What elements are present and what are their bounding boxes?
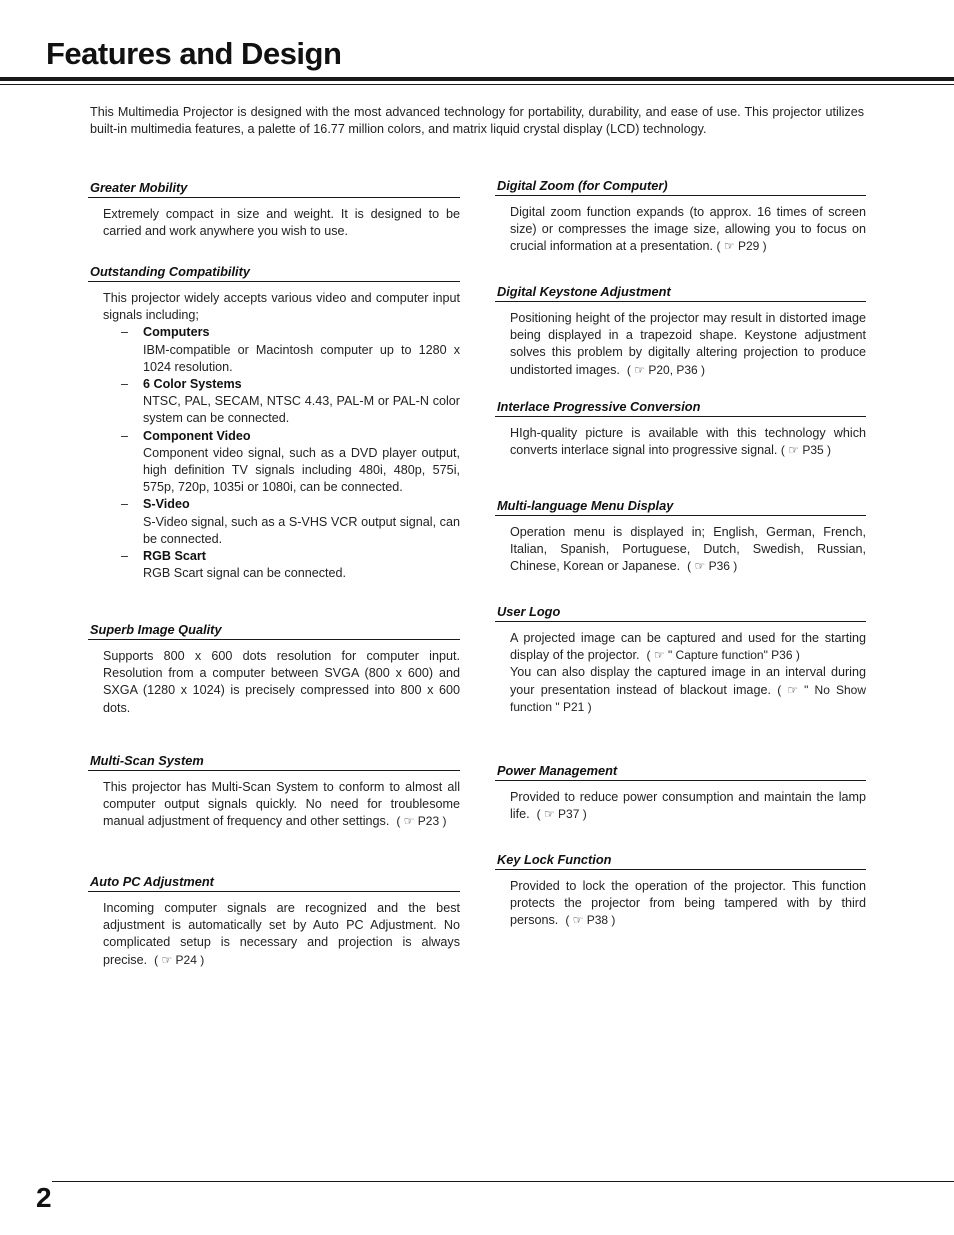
list-item (103, 376, 460, 428)
list-item-text: S-Video signal, such as a S-VHS VCR output signal, can be connected. (143, 514, 460, 546)
section-body (103, 900, 460, 969)
section-heading: Interlace Progressive Conversion (495, 399, 866, 417)
section-user-logo (495, 604, 866, 716)
list-item-text: Component video signal, such as a DVD player output, high definition TV signals including 480i, 480p, 575i, 575p, 720p, 1035i or 1080i, can be connected. (143, 445, 460, 495)
footer-rule (52, 1181, 954, 1182)
dash-bullet: – (121, 377, 129, 392)
page-reference: ( ☞ P23 ) (396, 814, 447, 829)
list-item-title: Component Video (143, 428, 251, 443)
section-heading: Multi-language Menu Display (495, 498, 866, 516)
list-item-title: Computers (143, 325, 210, 340)
section-text: Supports 800 x 600 dots resolution for computer input. Resolution from a computer between SVGA (800 x 600) and SXGA (1280 x 1024) is precisely compressed into 800 x 600 dots. (103, 649, 460, 715)
section-heading: Greater Mobility (88, 180, 460, 198)
section-multi-language-menu-display (495, 498, 866, 576)
title-rule-thin (0, 84, 954, 85)
page-reference: ( ☞ P37 ) (536, 807, 587, 822)
section-text (103, 900, 460, 969)
list-item-title: RGB Scart (143, 549, 206, 564)
section-text-main: HIgh-quality picture is available with this technology which converts interlace signal into progressive signal. (510, 426, 866, 458)
section-heading: Digital Keystone Adjustment (495, 284, 866, 302)
section-outstanding-compatibility (88, 264, 460, 582)
page-reference: ( ☞ P36 ) (687, 559, 738, 574)
dash-bullet: – (121, 325, 129, 340)
section-digital-zoom (495, 178, 866, 256)
list-item (103, 496, 460, 548)
section-text (510, 524, 866, 576)
page-reference: ( ☞ P20, P36 ) (626, 362, 706, 377)
section-heading: User Logo (495, 604, 866, 622)
dash-bullet: – (121, 549, 129, 564)
section-text (510, 878, 866, 930)
page-reference: ( ☞ " Capture function" P36 ) (646, 648, 800, 663)
input-signal-list (103, 324, 460, 582)
section-heading: Auto PC Adjustment (88, 874, 460, 892)
section-superb-image-quality (88, 622, 460, 717)
section-text-main: Operation menu is displayed in; English, German, French, Italian, Spanish, Portuguese, Dutch, Swedish, Russian, Chinese, Korean or Japanese. (510, 525, 866, 574)
section-text (510, 204, 866, 256)
list-item-text: RGB Scart signal can be connected. (143, 566, 347, 581)
page-reference: ( ☞ P38 ) (565, 913, 616, 928)
section-greater-mobility (88, 180, 460, 240)
list-item-text: NTSC, PAL, SECAM, NTSC 4.43, PAL-M or PAL-N color system can be connected. (143, 394, 460, 426)
intro-paragraph: This Multimedia Projector is designed with the most advanced technology for portability, durability, and ease of use. This projector utilizes built-in multimedia features, a palette of 16.77 million colors, and matrix liquid crystal display (LCD) technology. (90, 105, 864, 136)
section-power-management (495, 763, 866, 823)
section-text-main: Positioning height of the projector may result in distorted image being displayed in a trapezoid shape. Keystone adjustment solves this problem by digitally altering projection to produce undistorted images. (510, 311, 866, 377)
section-text-main: A projected image can be captured and used for the starting display of the projector. (510, 631, 866, 663)
section-body (510, 878, 866, 930)
list-item (103, 324, 460, 376)
section-auto-pc-adjustment (88, 874, 460, 969)
section-body (103, 290, 460, 582)
section-body (510, 789, 866, 823)
page-title: Features and Design (46, 36, 342, 71)
section-body (510, 310, 866, 379)
list-item-title: S-Video (143, 497, 190, 512)
list-item (103, 428, 460, 497)
section-heading: Digital Zoom (for Computer) (495, 178, 866, 196)
section-multi-scan-system (88, 753, 460, 831)
section-text-main: Provided to lock the operation of the projector. This function protects the projector from being tampered with by third persons. (510, 879, 866, 928)
section-text-main: This projector has Multi-Scan System to conform to almost all computer output signals quickly. No need for troublesome manual adjustment of frequency and other settings. (103, 780, 460, 829)
section-heading: Multi-Scan System (88, 753, 460, 771)
section-text-main: Digital zoom function expands (to approx. 16 times of screen size) or compresses the image size, allowing you to focus on crucial information at a presentation. (510, 205, 866, 254)
section-heading: Superb Image Quality (88, 622, 460, 640)
section-heading: Key Lock Function (495, 852, 866, 870)
dash-bullet: – (121, 497, 129, 512)
section-text-main: You can also display the captured image in an interval during your presentation instead of blackout image. (510, 665, 866, 697)
list-item-text: IBM-compatible or Macintosh computer up to 1280 x 1024 resolution. (143, 342, 460, 374)
section-interlace-progressive-conversion (495, 399, 866, 459)
section-text (510, 664, 866, 716)
page-number: 2 (36, 1182, 52, 1213)
section-key-lock-function (495, 852, 866, 930)
section-text-main: Provided to reduce power consumption and maintain the lamp life. (510, 790, 866, 822)
section-body (103, 779, 460, 831)
section-heading: Outstanding Compatibility (88, 264, 460, 282)
dash-bullet: – (121, 428, 129, 443)
section-text (510, 630, 866, 664)
section-text (510, 789, 866, 823)
section-body (103, 206, 460, 240)
section-text: Extremely compact in size and weight. It is designed to be carried and work anywhere you wish to use. (103, 207, 460, 239)
section-text-main: Incoming computer signals are recognized and the best adjustment is automatically set by Auto PC Adjustment. No complicated setup is necessary and projection is always precise. (103, 901, 460, 967)
section-text: This projector widely accepts various video and computer input signals including; (103, 291, 460, 323)
section-text (510, 425, 866, 459)
section-body (103, 648, 460, 717)
section-text (103, 779, 460, 831)
section-digital-keystone-adjustment (495, 284, 866, 379)
list-item-title: 6 Color Systems (143, 377, 242, 392)
section-heading: Power Management (495, 763, 866, 781)
page-reference: ( ☞ P35 ) (780, 443, 832, 458)
section-body (510, 204, 866, 256)
page-reference: ( ☞ P24 ) (154, 952, 205, 967)
section-body (510, 524, 866, 576)
list-item (103, 548, 460, 582)
section-body (510, 425, 866, 459)
title-rule-thick (0, 77, 954, 81)
page-reference: ( ☞ " No Show function " P21 ) (510, 682, 866, 714)
section-text (510, 310, 866, 379)
page-reference: ( ☞ P29 ) (716, 239, 767, 254)
section-body (510, 630, 866, 716)
